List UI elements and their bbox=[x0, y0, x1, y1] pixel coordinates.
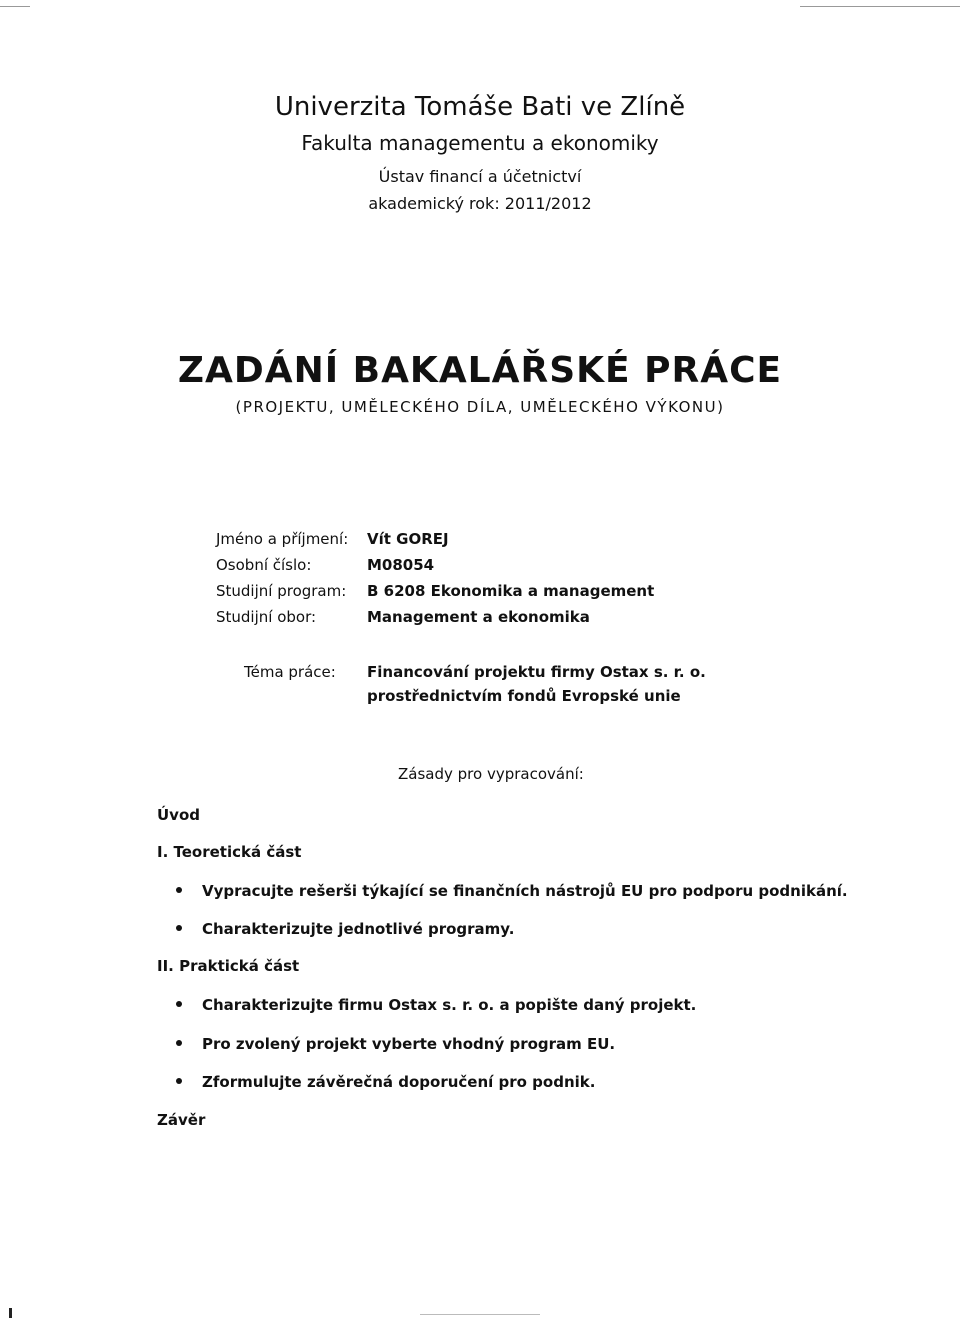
list-item: Charakterizujte firmu Ostax s. r. o. a popište daný projekt. bbox=[176, 996, 696, 1014]
institute-name: Ústav financí a účetnictví bbox=[378, 167, 582, 186]
document-subtitle: (PROJEKTU, UMĚLECKÉHO DÍLA, UMĚLECKÉHO VÝKONU) bbox=[235, 398, 725, 416]
topic-line-1: Financování projektu firmy Ostax s. r. o. bbox=[367, 663, 706, 681]
program-value: B 6208 Ekonomika a management bbox=[367, 582, 655, 600]
bullet-icon bbox=[176, 1040, 182, 1046]
field-label: Studijní obor: bbox=[216, 608, 317, 626]
id-value: M08054 bbox=[367, 556, 435, 574]
bullet-icon bbox=[176, 1078, 182, 1084]
bullet-icon bbox=[176, 1001, 182, 1007]
topic-label: Téma práce: bbox=[244, 663, 336, 681]
scan-line-top bbox=[800, 6, 960, 7]
faculty-name: Fakulta managementu a ekonomiky bbox=[301, 131, 659, 155]
section-practice: II. Praktická část bbox=[157, 957, 300, 975]
list-item: Pro zvolený projekt vyberte vhodný program EU. bbox=[176, 1035, 615, 1053]
id-label: Osobní číslo: bbox=[216, 556, 312, 574]
bullet-icon bbox=[176, 887, 182, 893]
document-title: ZADÁNÍ BAKALÁŘSKÉ PRÁCE bbox=[177, 350, 783, 391]
section-conclusion: Závěr bbox=[157, 1111, 206, 1129]
list-item: Zformulujte závěrečná doporučení pro podnik. bbox=[176, 1073, 595, 1091]
list-item: Vypracujte rešerši týkající se finančních nástrojů EU pro podporu podnikání. bbox=[176, 882, 848, 900]
section-intro: Úvod bbox=[157, 806, 201, 824]
scan-mark bbox=[9, 1308, 12, 1318]
topic-line-2: prostřednictvím fondů Evropské unie bbox=[367, 687, 681, 705]
scan-line-top bbox=[0, 6, 30, 7]
academic-year: akademický rok: 2011/2012 bbox=[368, 194, 592, 213]
program-label: Studijní program: bbox=[216, 582, 347, 600]
scan-line-bottom bbox=[420, 1314, 540, 1315]
name-value: Vít GOREJ bbox=[367, 530, 449, 548]
name-label: Jméno a příjmení: bbox=[216, 530, 349, 548]
university-name: Univerzita Tomáše Bati ve Zlíně bbox=[274, 92, 686, 122]
bullet-icon bbox=[176, 925, 182, 931]
list-item: Charakterizujte jednotlivé programy. bbox=[176, 920, 514, 938]
section-theory: I. Teoretická část bbox=[157, 843, 302, 861]
rules-heading: Zásady pro vypracování: bbox=[398, 765, 584, 783]
field-value: Management a ekonomika bbox=[367, 608, 590, 626]
